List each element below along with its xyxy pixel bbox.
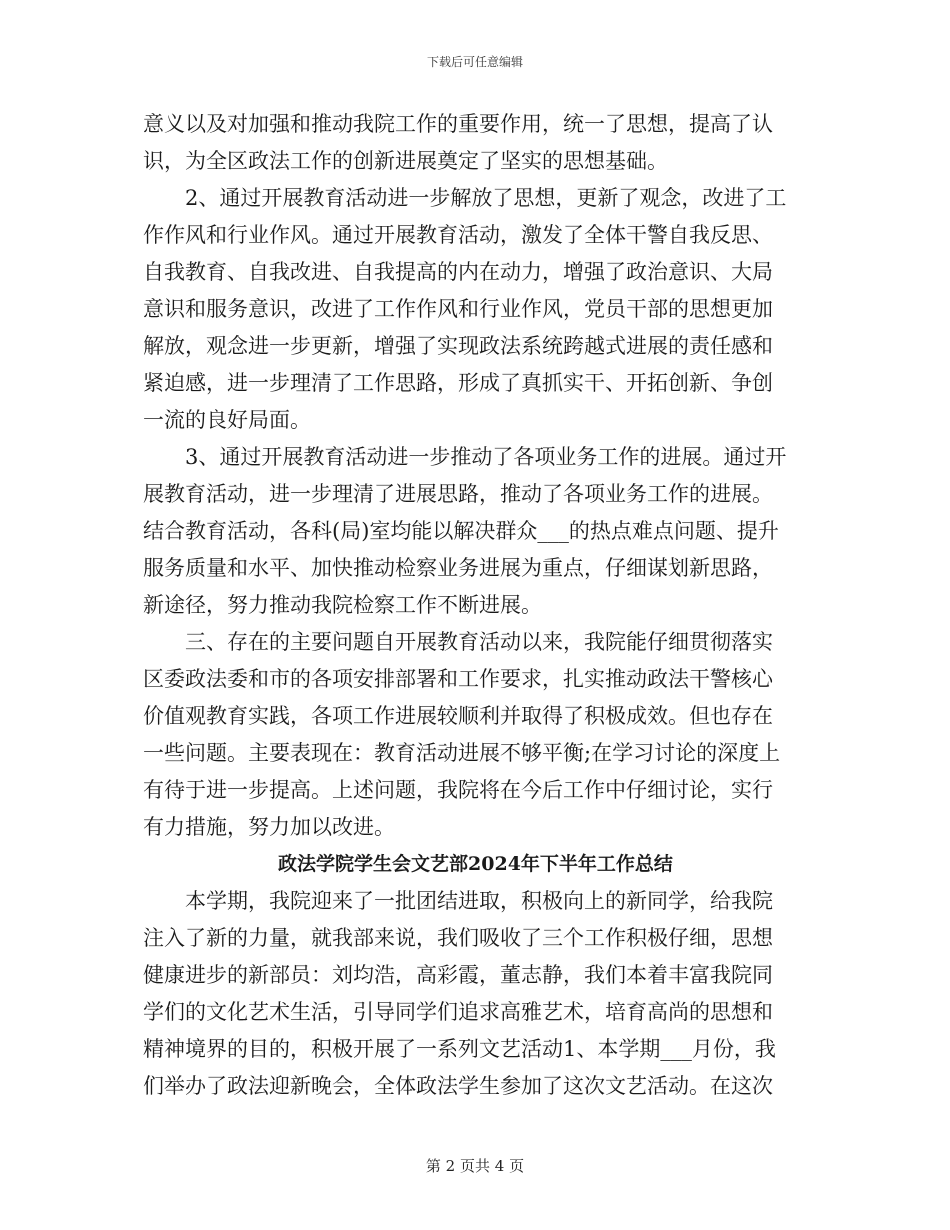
paragraph-line: 精神境界的目的，积极开展了一系列文艺活动1、本学期___月份，我 [143, 1037, 776, 1061]
paragraph-line: 展教育活动，进一步理清了进展思路，推动了各项业务工作的进展。 [143, 482, 773, 506]
paragraph-line: 健康进步的新部员：刘均浩，高彩霞，董志静，我们本着丰富我院同 [143, 963, 773, 987]
paragraph-line: 新途径，努力推动我院检察工作不断进展。 [143, 593, 542, 617]
paragraph-line: 识，为全区政法工作的创新进展奠定了坚实的思想基础。 [143, 149, 668, 173]
paragraph-line: 注入了新的力量，就我部来说，我们吸收了三个工作积极仔细，思想 [143, 926, 773, 950]
paragraph-line: 解放，观念进一步更新，增强了实现政法系统跨越式进展的责任感和 [143, 334, 773, 358]
paragraph-line: 作作风和行业作风。通过开展教育活动，激发了全体干警自我反思、 [143, 223, 773, 247]
paragraph-line: 学们的文化艺术生活，引导同学们追求高雅艺术，培育高尚的思想和 [143, 1000, 773, 1024]
paragraph-line: 有力措施，努力加以改进。 [143, 815, 395, 839]
section-heading: 政法学院学生会文艺部2024年下半年工作总结 [278, 853, 673, 875]
paragraph-line: 一些问题。主要表现在：教育活动进展不够平衡;在学习讨论的深度上 [143, 741, 781, 765]
paragraph-line: 们举办了政法迎新晚会，全体政法学生参加了这次文艺活动。在这次 [143, 1074, 773, 1098]
page-header: 下载后可任意编辑 [426, 55, 523, 69]
paragraph-line: 区委政法委和市的各项安排部署和工作要求，扎实推动政法干警核心 [143, 667, 773, 691]
paragraph-line: 紧迫感，进一步理清了工作思路，形成了真抓实干、开拓创新、争创 [143, 371, 773, 395]
paragraph-line: 2、通过开展教育活动进一步解放了思想，更新了观念，改进了工 [185, 186, 787, 210]
paragraph-line: 三、存在的主要问题自开展教育活动以来，我院能仔细贯彻落实 [185, 630, 773, 654]
paragraph-line: 结合教育活动，各科(局)室均能以解决群众___的热点难点问题、提升 [143, 519, 779, 543]
paragraph-line: 意识和服务意识，改进了工作作风和行业作风，党员干部的思想更加 [143, 297, 773, 321]
paragraph-line: 有待于进一步提高。上述问题，我院将在今后工作中仔细讨论，实行 [143, 778, 773, 802]
paragraph-line: 一流的良好局面。 [143, 408, 311, 432]
document-body [143, 106, 808, 1105]
paragraph-line: 自我教育、自我改进、自我提高的内在动力，增强了政治意识、大局 [143, 260, 773, 284]
paragraph-line: 本学期，我院迎来了一批团结进取，积极向上的新同学，给我院 [185, 889, 773, 913]
paragraph-line: 3、通过开展教育活动进一步推动了各项业务工作的进展。通过开 [185, 445, 787, 469]
page-number: 第 2 页共 4 页 [425, 1157, 525, 1175]
paragraph-line: 意义以及对加强和推动我院工作的重要作用，统一了思想，提高了认 [143, 112, 773, 136]
paragraph-line: 价值观教育实践，各项工作进展较顺利并取得了积极成效。但也存在 [143, 704, 773, 728]
paragraph-line: 服务质量和水平、加快推动检察业务进展为重点，仔细谋划新思路， [143, 556, 773, 580]
